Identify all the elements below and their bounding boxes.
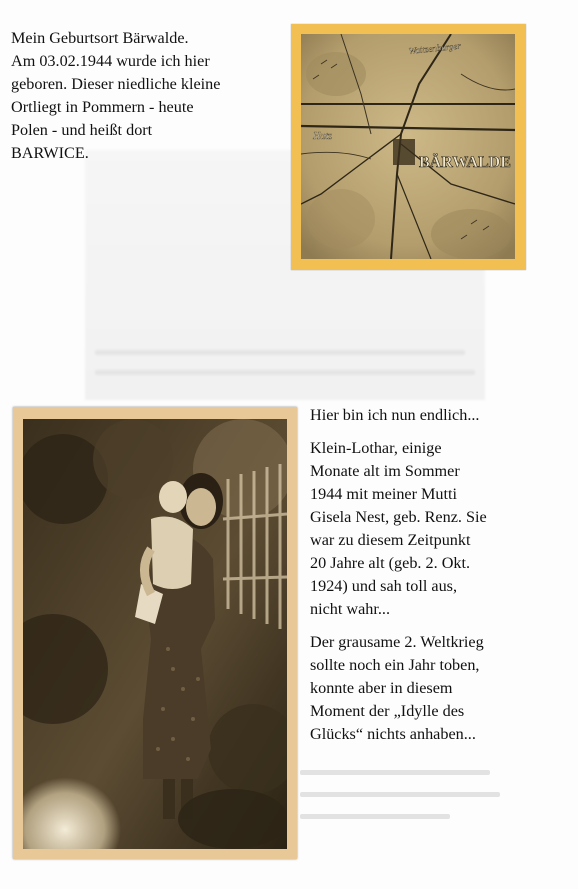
map-road-label: Waitzenburger bbox=[408, 40, 462, 56]
map-forest bbox=[306, 52, 366, 96]
map-town-block bbox=[393, 139, 415, 165]
intro-text bbox=[11, 27, 273, 165]
photo-drawing bbox=[23, 419, 287, 849]
caption-line: war zu diesem Zeitpunkt bbox=[310, 531, 471, 549]
caption-line: Hier bin ich nun endlich... bbox=[310, 406, 480, 424]
caption-line: Gisela Nest, geb. Renz. Sie bbox=[310, 508, 487, 526]
intro-line: Mein Geburtsort Bärwalde. bbox=[11, 29, 189, 47]
photo-caption bbox=[310, 404, 540, 756]
caption-line: Der grausame 2. Weltkrieg bbox=[310, 633, 484, 651]
bleed-through-line bbox=[300, 814, 450, 819]
photo-woman-legs bbox=[163, 779, 175, 819]
photo-woman-face bbox=[186, 488, 216, 526]
caption-line: sollte noch ein Jahr toben, bbox=[310, 656, 480, 674]
caption-line: 20 Jahre alt (geb. 2. Okt. bbox=[310, 554, 471, 572]
map-place-label: Hutz bbox=[313, 131, 332, 142]
photo-baby-body bbox=[151, 517, 193, 589]
intro-line: geboren. Dieser niedliche kleine bbox=[11, 75, 221, 93]
caption-line: konnte aber in diesem bbox=[310, 679, 453, 697]
caption-line: 1944 mit meiner Mutti bbox=[310, 485, 458, 503]
bleed-through-line bbox=[300, 770, 490, 775]
map-forest bbox=[431, 209, 511, 259]
intro-line: Polen - und heißt dort bbox=[11, 121, 153, 139]
caption-line: Monate alt im Sommer bbox=[310, 462, 460, 480]
map-town-label: BÄRWALDE bbox=[419, 154, 511, 171]
photo-baby-head bbox=[159, 481, 187, 513]
photo-glare bbox=[23, 719, 163, 849]
bleed-through-area-lower bbox=[300, 750, 505, 840]
bleed-through-line bbox=[300, 792, 500, 797]
caption-paragraph-1 bbox=[310, 404, 540, 427]
map-drawing bbox=[301, 34, 515, 259]
caption-paragraph-3 bbox=[310, 631, 540, 746]
map-photo bbox=[301, 34, 515, 259]
map-photo-frame bbox=[291, 24, 526, 270]
intro-line: BARWICE. bbox=[11, 144, 89, 162]
family-photo-frame bbox=[13, 407, 297, 859]
caption-line: Glücks“ nichts anhaben... bbox=[310, 725, 476, 743]
family-photo bbox=[23, 419, 287, 849]
caption-line: Klein-Lothar, einige bbox=[310, 439, 442, 457]
caption-paragraph-2 bbox=[310, 437, 540, 621]
intro-line: Am 03.02.1944 wurde ich hier bbox=[11, 52, 210, 70]
caption-line: nicht wahr... bbox=[310, 600, 391, 618]
photo-plants bbox=[178, 789, 287, 849]
bleed-through-line bbox=[95, 350, 465, 355]
caption-line: 1924) und sah toll aus, bbox=[310, 577, 458, 595]
photo-foliage bbox=[93, 419, 173, 499]
caption-line: Moment der „Idylle des bbox=[310, 702, 465, 720]
bleed-through-line bbox=[95, 370, 475, 375]
intro-line: Ortliegt in Pommern - heute bbox=[11, 98, 194, 116]
map-forest bbox=[307, 189, 375, 249]
